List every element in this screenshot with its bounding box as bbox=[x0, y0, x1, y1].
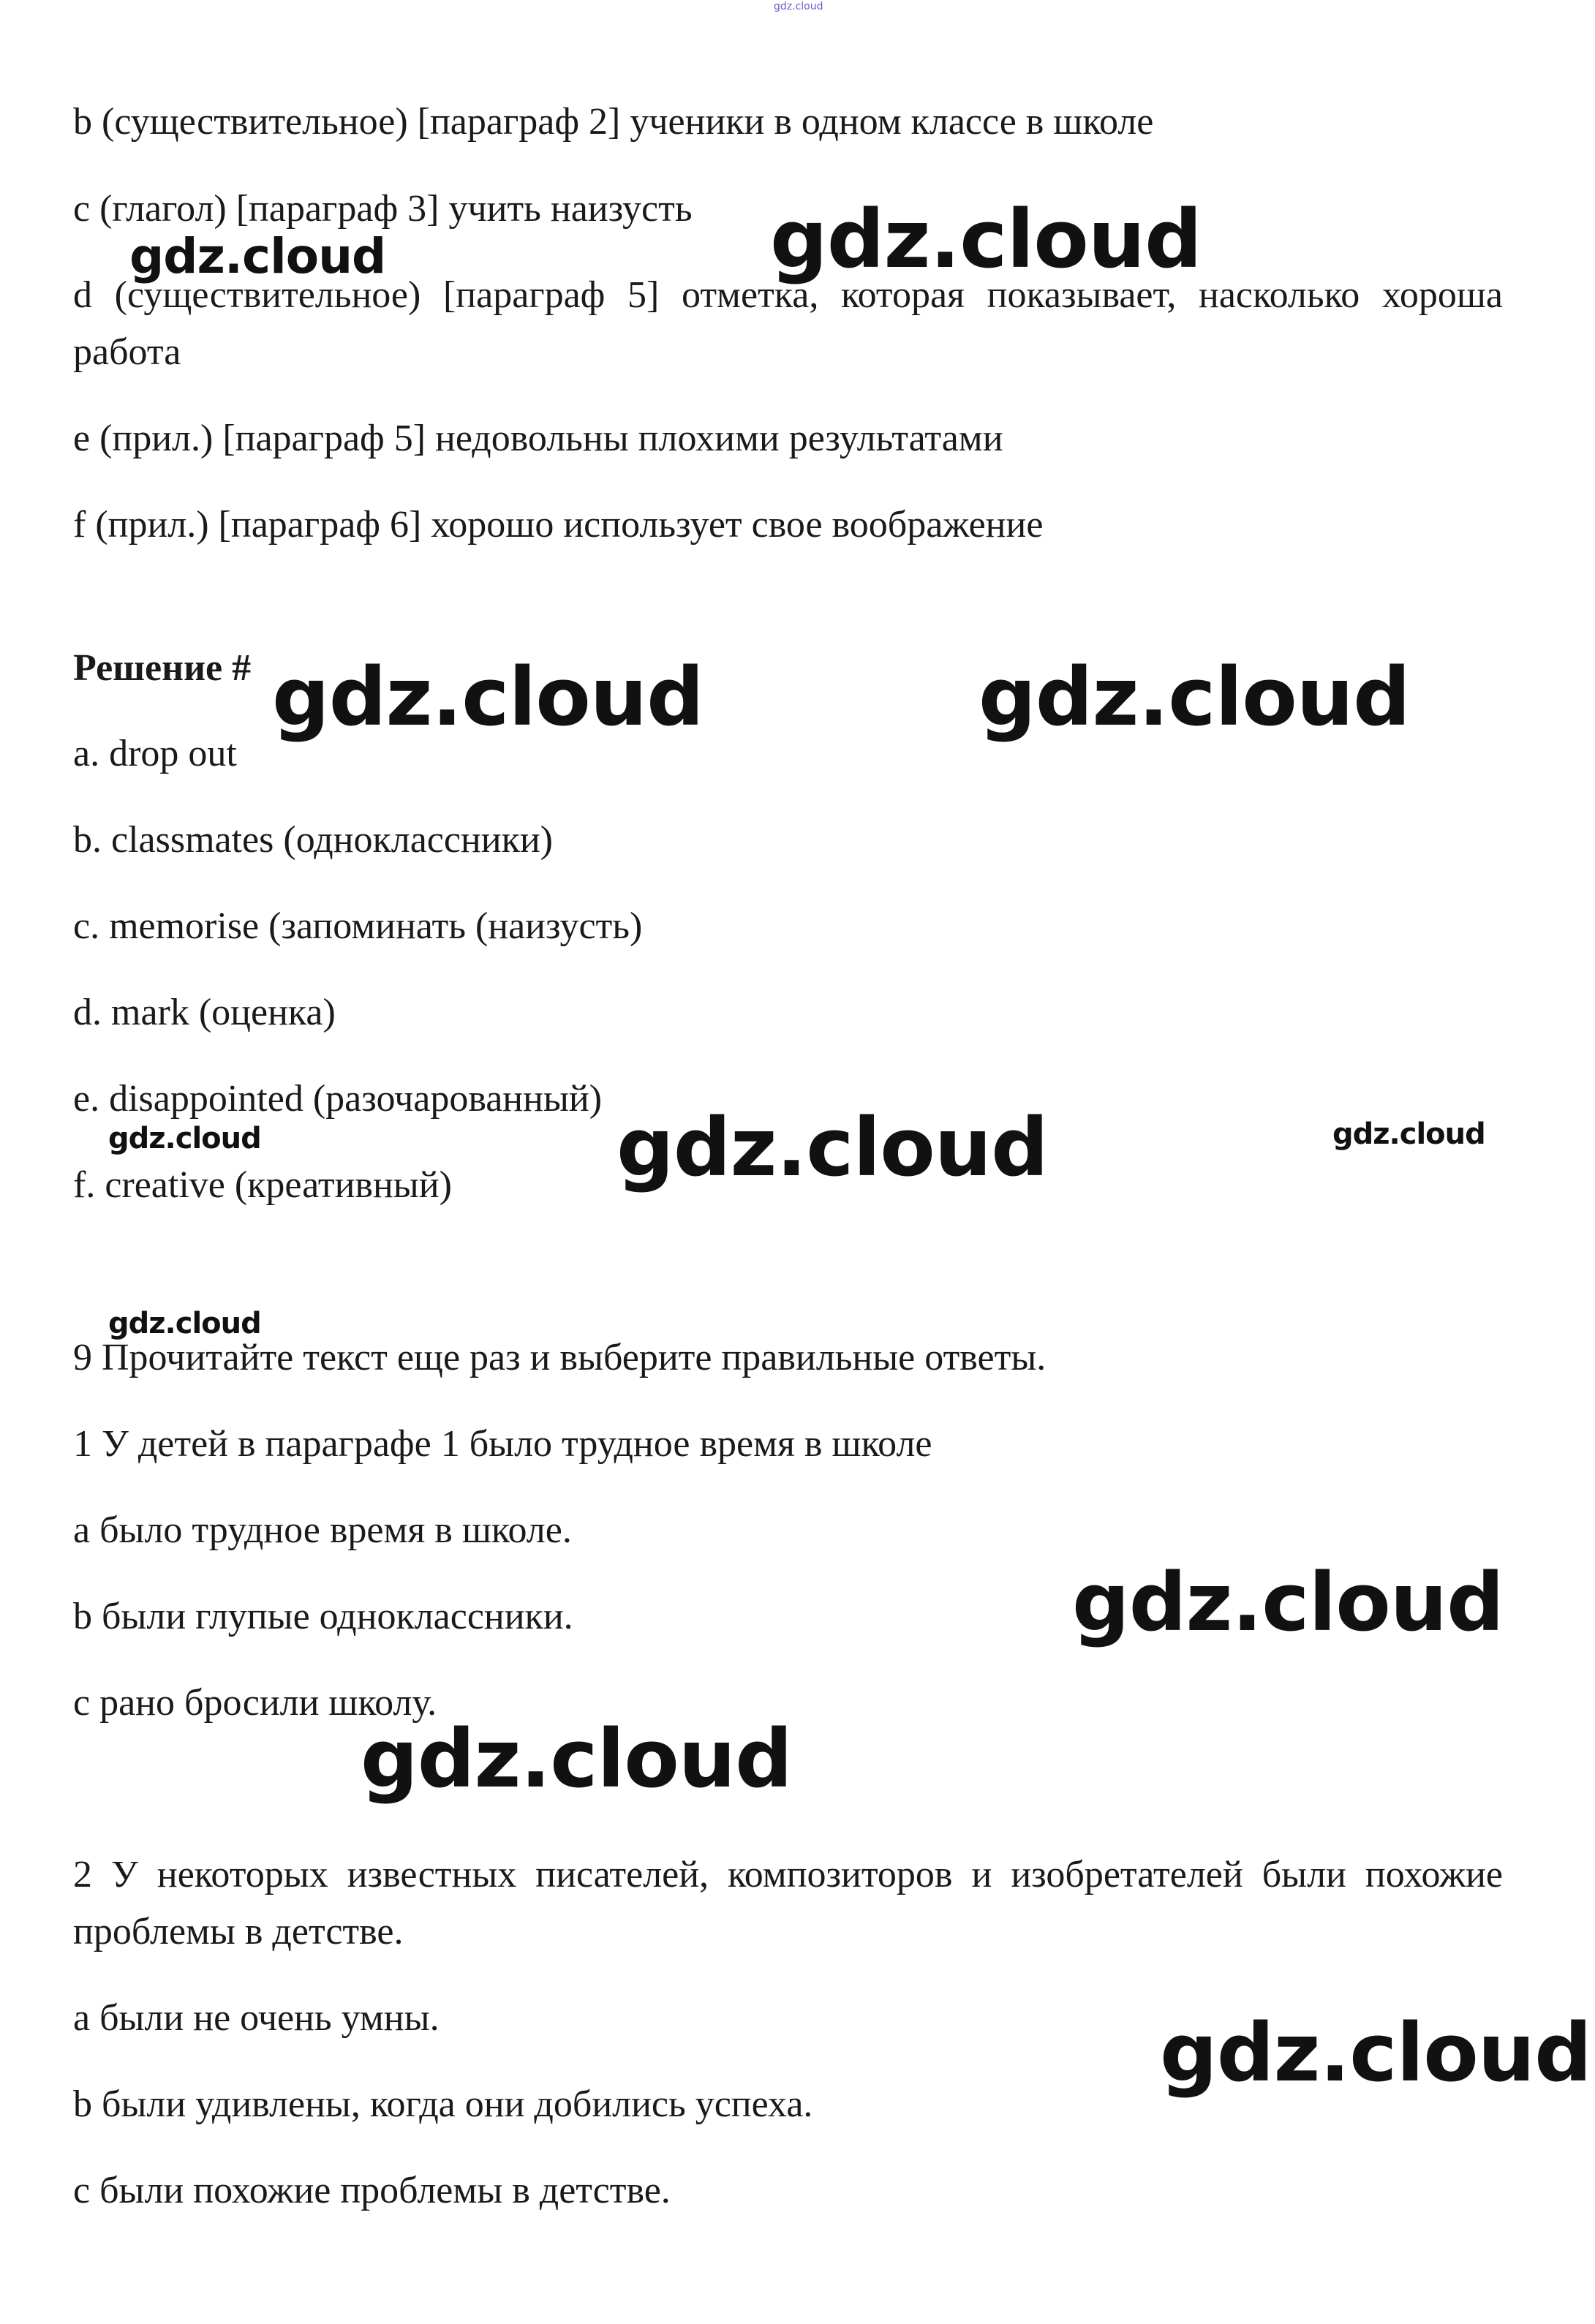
question-2-option-a: a были не очень умны. bbox=[73, 1997, 440, 2039]
watermark: gdz.cloud bbox=[979, 650, 1410, 744]
watermark: gdz.cloud bbox=[129, 228, 386, 284]
definition-d: d (существительное) [параграф 5] отметка, которая показывает, насколько хороша работа bbox=[73, 274, 1503, 373]
definition-f: f (прил.) [параграф 6] хорошо использует свое воображение bbox=[73, 504, 1044, 546]
question-1-option-a: a было трудное время в школе. bbox=[73, 1509, 572, 1551]
answer-d: d. mark (оценка) bbox=[73, 992, 336, 1033]
answer-b: b. classmates (одноклассники) bbox=[73, 819, 553, 861]
task9-instruction: 9 Прочитайте текст еще раз и выберите правильные ответы. bbox=[73, 1337, 1047, 1378]
watermark: gdz.cloud bbox=[108, 1307, 261, 1340]
answer-e: e. disappointed (разочарованный) bbox=[73, 1078, 603, 1120]
answer-c: c. memorise (запоминать (наизусть) bbox=[73, 905, 643, 947]
answer-a: a. drop out bbox=[73, 733, 237, 774]
question-2-option-c: c были похожие проблемы в детстве. bbox=[73, 2170, 671, 2211]
definition-b: b (существительное) [параграф 2] ученики в одном классе в школе bbox=[73, 101, 1154, 143]
question-2: 2 У некоторых известных писателей, композиторов и изобретателей были похожие проблемы в детстве. bbox=[73, 1854, 1503, 1953]
definition-e: e (прил.) [параграф 5] недовольны плохими результатами bbox=[73, 418, 1003, 459]
definition-c: c (глагол) [параграф 3] учить наизусть bbox=[73, 188, 693, 230]
question-2-option-b: b были удивлены, когда они добились успеха. bbox=[73, 2083, 813, 2125]
watermark: gdz.cloud bbox=[616, 1101, 1048, 1194]
watermark: gdz.cloud bbox=[1332, 1117, 1485, 1151]
question-1-option-b: b были глупые одноклассники. bbox=[73, 1596, 573, 1637]
watermark: gdz.cloud bbox=[361, 1712, 792, 1806]
header-watermark: gdz.cloud bbox=[774, 1, 823, 12]
watermark: gdz.cloud bbox=[1160, 2006, 1591, 2099]
watermark: gdz.cloud bbox=[272, 650, 704, 744]
watermark: gdz.cloud bbox=[108, 1122, 261, 1155]
answer-f: f. creative (креативный) bbox=[73, 1164, 452, 1206]
solution-heading: Решение # bbox=[73, 647, 252, 689]
question-1: 1 У детей в параграфе 1 было трудное время в школе bbox=[73, 1423, 932, 1465]
watermark: gdz.cloud bbox=[1072, 1555, 1504, 1649]
question-1-option-c: c рано бросили школу. bbox=[73, 1682, 437, 1724]
watermark: gdz.cloud bbox=[770, 192, 1202, 286]
